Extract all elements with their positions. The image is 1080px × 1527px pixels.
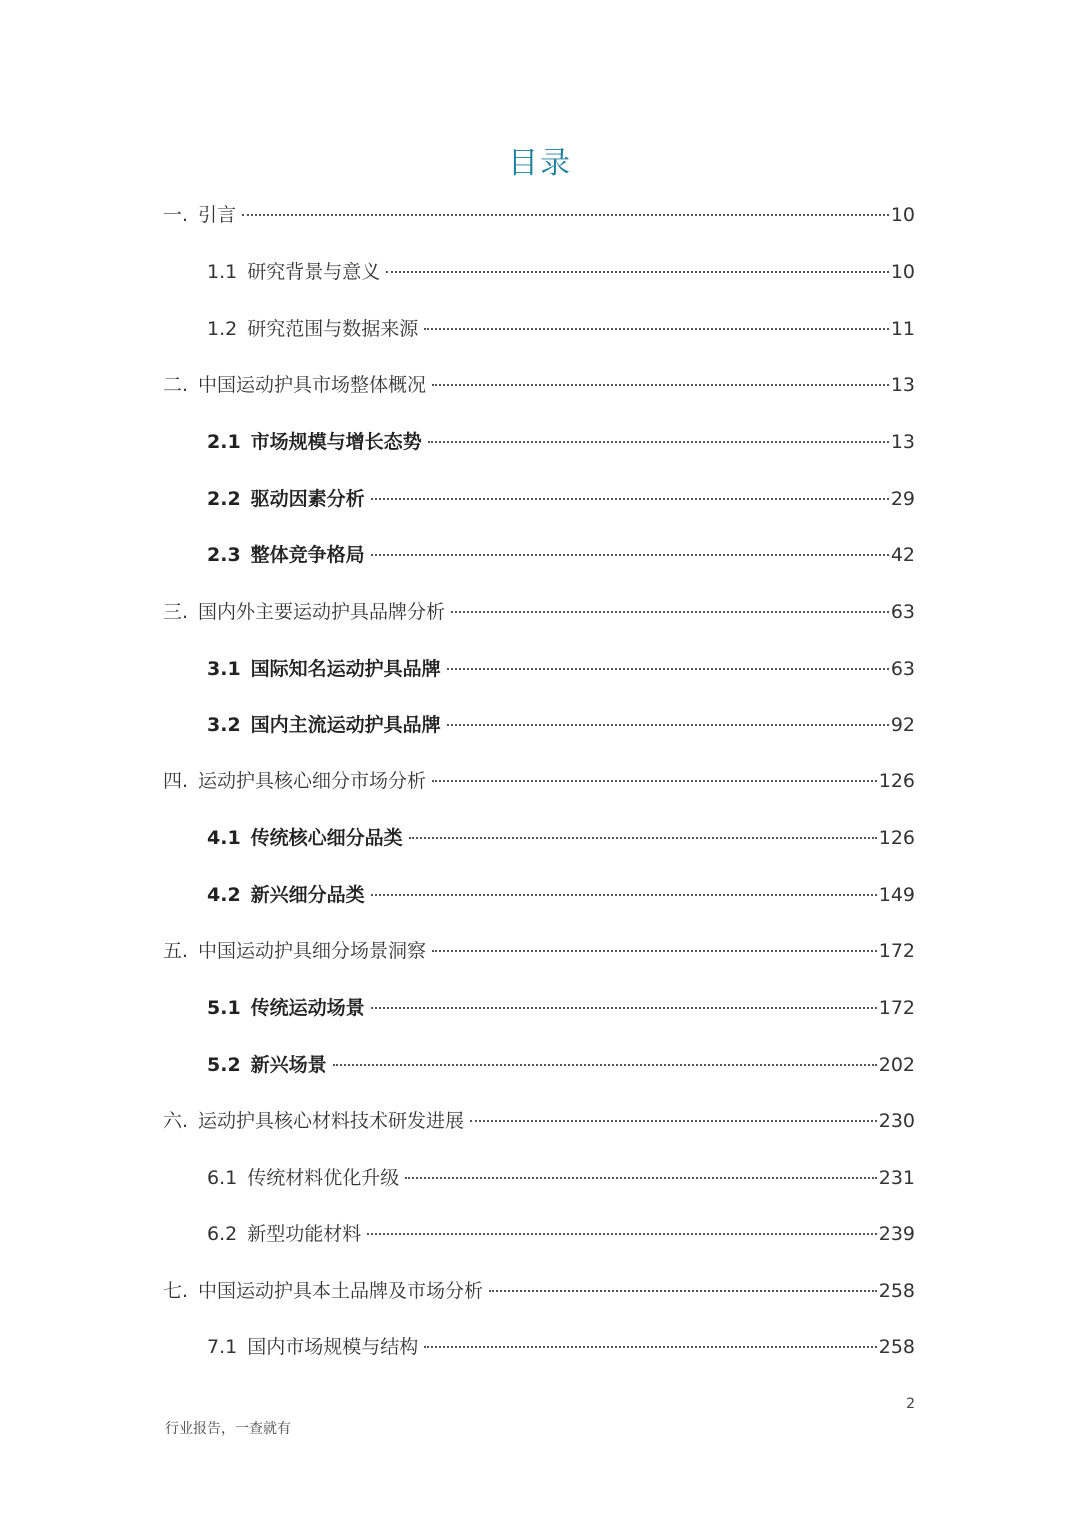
toc-entry-label: 国内外主要运动护具品牌分析 [198, 601, 446, 623]
dot-leader [432, 384, 889, 386]
toc-entry-label: 中国运动护具市场整体概况 [198, 374, 427, 396]
toc-entry-page: 13 [890, 374, 915, 396]
toc-entry-number: 一. [163, 204, 189, 226]
toc-entry-page: 258 [878, 1280, 915, 1302]
toc-entry-label: 中国运动护具本土品牌及市场分析 [198, 1280, 484, 1302]
toc-title: 目录 [508, 146, 572, 181]
toc-entry[interactable] [0, 825, 1080, 851]
toc-entry-page: 92 [890, 714, 915, 736]
toc-entry-page: 13 [890, 431, 915, 453]
toc-entry-label: 传统运动场景 [250, 997, 365, 1019]
toc-entry[interactable] [0, 1052, 1080, 1078]
dot-leader [432, 780, 877, 782]
toc-entry-page: 10 [890, 261, 915, 283]
toc-entry-label: 驱动因素分析 [250, 488, 365, 510]
toc-entry-number: 2.1 [207, 431, 241, 453]
toc-entry-page: 172 [878, 997, 915, 1019]
toc-entry[interactable] [0, 1278, 1080, 1304]
toc-entry-page: 239 [878, 1223, 915, 1245]
toc-entry[interactable] [0, 542, 1080, 568]
toc-entry-page: 63 [890, 658, 915, 680]
toc-entry-number: 1.2 [207, 318, 238, 340]
toc-entry-label: 市场规模与增长态势 [250, 431, 422, 453]
toc-entry-number: 4.1 [207, 827, 241, 849]
toc-entry-number: 7.1 [207, 1336, 238, 1358]
dot-leader [432, 950, 877, 952]
toc-entry-page: 42 [890, 544, 915, 566]
toc-entry-page: 126 [878, 770, 915, 792]
toc-entry-label: 新兴细分品类 [250, 884, 365, 906]
toc-entry-page: 231 [878, 1167, 915, 1189]
dot-leader [451, 611, 889, 613]
toc-entry[interactable] [0, 882, 1080, 908]
toc-entry[interactable] [0, 486, 1080, 512]
toc-entry[interactable] [0, 656, 1080, 682]
toc-entry-number: 四. [163, 770, 189, 792]
toc-entry-number: 六. [163, 1110, 189, 1132]
toc-entry-number: 2.3 [207, 544, 241, 566]
toc-entry-label: 传统核心细分品类 [250, 827, 403, 849]
toc-entry-number: 5.2 [207, 1054, 241, 1076]
toc-entry[interactable] [0, 1221, 1080, 1247]
toc-entry-page: 63 [890, 601, 915, 623]
dot-leader [371, 1007, 877, 1009]
dot-leader [371, 554, 889, 556]
dot-leader [447, 724, 889, 726]
toc-entry-page: 29 [890, 488, 915, 510]
toc-entry-label: 新型功能材料 [247, 1223, 362, 1245]
toc-entry[interactable] [0, 712, 1080, 738]
dot-leader [371, 894, 877, 896]
toc-entry-label: 新兴场景 [250, 1054, 327, 1076]
toc-entry-label: 整体竞争格局 [250, 544, 365, 566]
toc-entry-number: 6.1 [207, 1167, 238, 1189]
toc-entry[interactable] [0, 938, 1080, 964]
toc-entry-label: 运动护具核心材料技术研发进展 [198, 1110, 465, 1132]
toc-entry-label: 研究背景与意义 [247, 261, 381, 283]
toc-entry[interactable] [0, 599, 1080, 625]
toc-entry-number: 3.2 [207, 714, 241, 736]
toc-entry-page: 10 [890, 204, 915, 226]
dot-leader [409, 837, 877, 839]
dot-leader [470, 1120, 877, 1122]
page-number: 2 [906, 1396, 915, 1412]
toc-entry[interactable] [0, 316, 1080, 342]
toc-entry[interactable] [0, 768, 1080, 794]
dot-leader [405, 1177, 877, 1179]
dot-leader [428, 441, 889, 443]
dot-leader [489, 1290, 877, 1292]
toc-entry[interactable] [0, 429, 1080, 455]
dot-leader [424, 328, 889, 330]
toc-entry[interactable] [0, 1165, 1080, 1191]
toc-entry-label: 国内市场规模与结构 [247, 1336, 419, 1358]
toc-entry-label: 国内主流运动护具品牌 [250, 714, 441, 736]
toc-entry-page: 11 [890, 318, 915, 340]
toc-entry-label: 引言 [198, 204, 237, 226]
toc-entry-label: 运动护具核心细分市场分析 [198, 770, 427, 792]
toc-entry[interactable] [0, 1108, 1080, 1134]
toc-entry-label: 研究范围与数据来源 [247, 318, 419, 340]
toc-entry-page: 202 [878, 1054, 915, 1076]
toc-entry-number: 2.2 [207, 488, 241, 510]
page-footer: 行业报告，一查就有 [165, 1421, 291, 1437]
toc-entry-label: 中国运动护具细分场景洞察 [198, 940, 427, 962]
toc-entry-number: 6.2 [207, 1223, 238, 1245]
toc-entry-number: 五. [163, 940, 189, 962]
toc-entry-number: 1.1 [207, 261, 238, 283]
toc-entry[interactable] [0, 259, 1080, 285]
toc-entry[interactable] [0, 372, 1080, 398]
toc-entry[interactable] [0, 1334, 1080, 1360]
dot-leader [371, 498, 889, 500]
dot-leader [333, 1064, 877, 1066]
toc-entry-number: 二. [163, 374, 189, 396]
toc-entry[interactable] [0, 202, 1080, 228]
dot-leader [447, 668, 889, 670]
toc-entry-page: 258 [878, 1336, 915, 1358]
toc-entry-number: 5.1 [207, 997, 241, 1019]
dot-leader [386, 271, 889, 273]
toc-entry-page: 126 [878, 827, 915, 849]
toc-entry-label: 传统材料优化升级 [247, 1167, 400, 1189]
toc-entry-number: 七. [163, 1280, 189, 1302]
toc-entry-page: 172 [878, 940, 915, 962]
toc-entry-number: 三. [163, 601, 189, 623]
toc-entry-page: 230 [878, 1110, 915, 1132]
toc-entry[interactable] [0, 995, 1080, 1021]
dot-leader [242, 214, 889, 216]
dot-leader [367, 1233, 877, 1235]
toc-entry-label: 国际知名运动护具品牌 [250, 658, 441, 680]
toc-entry-number: 4.2 [207, 884, 241, 906]
toc-entry-page: 149 [878, 884, 915, 906]
toc-entry-number: 3.1 [207, 658, 241, 680]
dot-leader [424, 1346, 877, 1348]
